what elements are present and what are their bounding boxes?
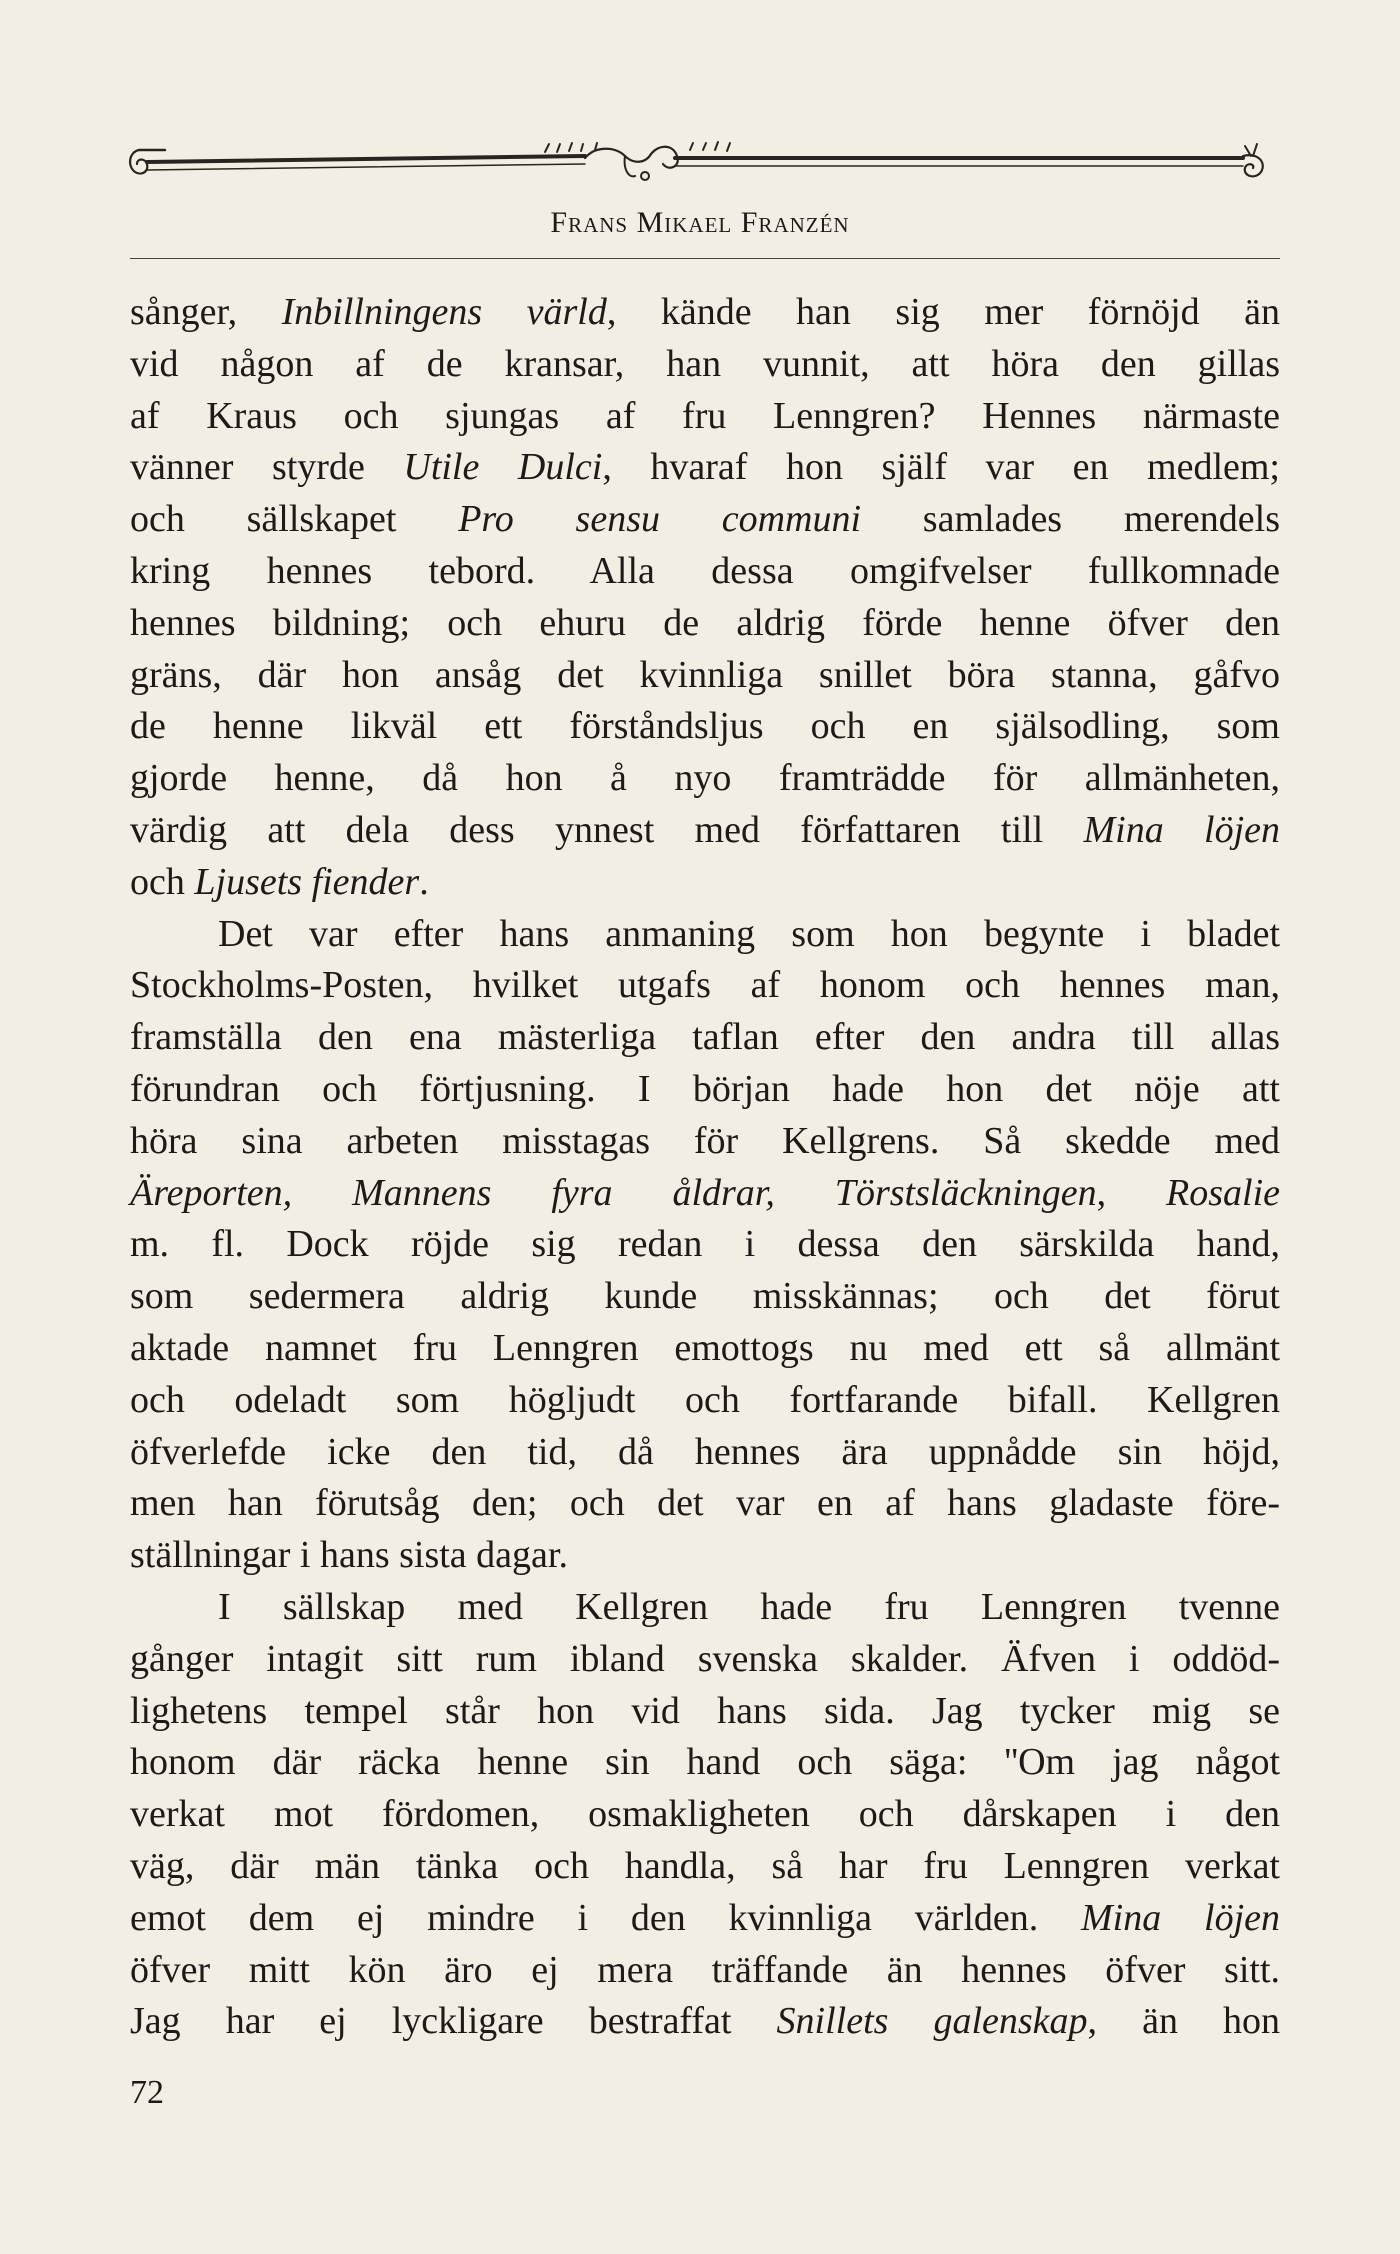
text-line: [130, 598, 1280, 650]
text-segment: m. fl. Dock röjde sig redan i dessa den särskilda hand,: [130, 1223, 1280, 1266]
text-line: [130, 1996, 1280, 2048]
text-line: [130, 1478, 1280, 1530]
text-segment: , än hon: [1087, 2000, 1280, 2043]
text-segment: emot dem ej mindre i den kvinnliga världen.: [130, 1896, 1082, 1939]
text-line: [130, 546, 1280, 598]
text-line: [130, 960, 1280, 1012]
text-line: [130, 1789, 1280, 1841]
body-text: [130, 287, 1280, 2048]
text-segment: som sedermera aldrig kunde misskännas; och det förut: [130, 1275, 1280, 1318]
text-segment: gjorde henne, då hon å nyo framträdde för allmänheten,: [130, 757, 1280, 800]
text-line: [130, 1323, 1280, 1375]
text-segment: vid någon af de kransar, han vunnit, att höra den gillas: [130, 342, 1280, 385]
text-line: [130, 1271, 1280, 1323]
text-line: [130, 1427, 1280, 1479]
text-segment: vänner styrde: [130, 446, 404, 489]
text-line: [130, 1945, 1280, 1997]
text-segment: förundran och förtjusning. I början hade hon det nöje att: [130, 1067, 1280, 1110]
text-segment: gräns, där hon ansåg det kvinnliga snillet böra stanna, gåfvo: [130, 653, 1280, 696]
text-line: [130, 1116, 1280, 1168]
text-segment: Det var efter hans anmaning som hon begynte i bladet: [218, 912, 1280, 955]
text-segment: ställningar i hans sista dagar.: [130, 1534, 568, 1577]
text-line: [130, 701, 1280, 753]
text-line: [130, 753, 1280, 805]
text-segment: öfver mitt kön äro ej mera träffande än hennes öfver sitt.: [130, 1948, 1280, 1991]
text-line: [130, 1064, 1280, 1116]
text-segment: kring hennes tebord. Alla dessa omgifvelser fullkomnade: [130, 549, 1280, 592]
text-segment: öfverlefde icke den tid, då hennes ära uppnådde sin höjd,: [130, 1430, 1280, 1473]
italic-title: Snillets galenskap: [776, 2000, 1088, 2043]
text-line: [130, 1530, 1280, 1582]
text-segment: gånger intagit sitt rum ibland svenska skalder. Äfven i oddöd-: [130, 1637, 1280, 1680]
text-segment: samlades merendels: [861, 498, 1281, 541]
page-number: 72: [130, 2074, 164, 2111]
text-segment: lighetens tempel står hon vid hans sida. Jag tycker mig se: [130, 1689, 1280, 1732]
header-rule: [130, 258, 1280, 259]
text-segment: , hvaraf hon själf var en medlem;: [602, 446, 1280, 489]
running-head-title: Frans Mikael Franzén: [550, 206, 850, 239]
text-line: [130, 909, 1280, 961]
text-line: [130, 494, 1280, 546]
text-segment: de henne likväl ett förståndsljus och en själsodling, som: [130, 705, 1280, 748]
text-line: [130, 1737, 1280, 1789]
text-line: [130, 339, 1280, 391]
text-segment: och odeladt som högljudt och fortfarande bifall. Kellgren: [130, 1378, 1280, 1421]
italic-title: Inbillningens värld: [281, 291, 607, 333]
text-line: [130, 1168, 1280, 1220]
text-line: [130, 1893, 1280, 1945]
italic-title: Mina löjen: [1081, 1896, 1280, 1939]
text-line: [130, 1012, 1280, 1064]
text-segment: I sällskap med Kellgren hade fru Lenngren tvenne: [218, 1585, 1280, 1628]
text-line: [130, 1582, 1280, 1634]
header-ornament: [125, 138, 1275, 194]
text-segment: Stockholms-Posten, hvilket utgafs af honom och hennes man,: [130, 964, 1280, 1007]
text-line: [130, 442, 1280, 494]
text-line: [130, 1634, 1280, 1686]
text-segment: och sällskapet: [130, 498, 459, 541]
text-line: [130, 391, 1280, 443]
text-segment: ,: [1096, 1171, 1167, 1214]
text-segment: väg, där män tänka och handla, så har fru Lenngren verkat: [130, 1844, 1280, 1887]
italic-title: Pro sensu communi: [458, 498, 862, 541]
text-segment: och: [130, 860, 195, 903]
text-line: [130, 1686, 1280, 1738]
text-segment: .: [419, 860, 429, 903]
text-line: [130, 287, 1280, 339]
text-line: [130, 1375, 1280, 1427]
text-segment: värdig att dela dess ynnest med författaren till: [130, 808, 1084, 851]
italic-title: Utile Dulci: [403, 446, 603, 489]
italic-title: Rosalie: [1166, 1171, 1281, 1214]
text-segment: verkat mot fördomen, osmakligheten och dårskapen i den: [130, 1793, 1280, 1836]
text-segment: honom där räcka henne sin hand och säga: ''Om jag något: [130, 1741, 1280, 1784]
text-segment: Jag har ej lyckligare bestraffat: [130, 2000, 777, 2043]
italic-title: Äreporten, Mannens fyra åldrar, Törstsläckningen: [130, 1171, 1097, 1214]
text-segment: , kände han sig mer förnöjd än: [606, 291, 1280, 333]
text-line: [130, 857, 1280, 909]
text-segment: framställa den ena mästerliga taflan efter den andra till allas: [130, 1016, 1280, 1059]
text-segment: af Kraus och sjungas af fru Lenngren? Hennes närmaste: [130, 394, 1280, 437]
text-segment: men han förutsåg den; och det var en af hans gladaste före-: [130, 1482, 1280, 1525]
text-segment: höra sina arbeten misstagas för Kellgrens. Så skedde med: [130, 1119, 1280, 1162]
text-line: [130, 805, 1280, 857]
text-segment: aktade namnet fru Lenngren emottogs nu med ett så allmänt: [130, 1326, 1280, 1369]
text-line: [130, 1219, 1280, 1271]
text-line: [130, 650, 1280, 702]
italic-title: Ljusets fiender: [194, 860, 420, 903]
text-line: [130, 1841, 1280, 1893]
text-segment: hennes bildning; och ehuru de aldrig förde henne öfver den: [130, 601, 1280, 644]
italic-title: Mina löjen: [1083, 808, 1280, 851]
text-segment: sånger,: [130, 291, 282, 333]
